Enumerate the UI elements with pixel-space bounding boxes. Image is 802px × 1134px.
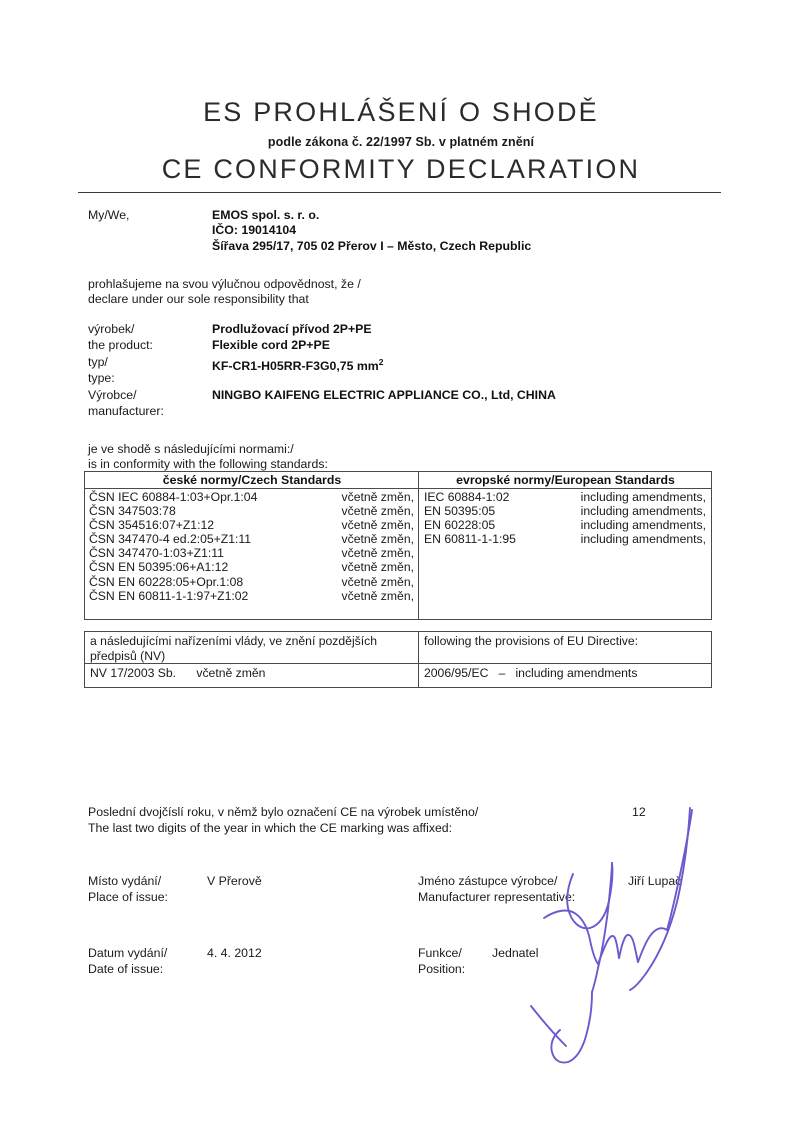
document-header	[0, 98, 802, 184]
standards-column-czech	[85, 490, 418, 603]
standards-table-header-row	[85, 472, 711, 489]
table-row	[419, 504, 712, 518]
standard-note: včetně změn,	[341, 532, 414, 547]
table-row	[85, 560, 418, 574]
standard-note: including amendments,	[580, 490, 706, 504]
directives-table	[84, 631, 712, 688]
standard-note: včetně změn,	[341, 560, 414, 575]
standard-code: IEC 60884-1:02	[424, 490, 510, 504]
place-of-issue-label-czech: Místo vydání/	[88, 874, 162, 888]
directives-table-column-divider	[418, 632, 419, 687]
page-title-english: CE CONFORMITY DECLARATION	[161, 153, 641, 184]
table-row	[85, 546, 418, 560]
standard-note: including amendments,	[580, 518, 706, 533]
standard-code: ČSN EN 60811-1-1:97+Z1:02	[89, 588, 249, 603]
standard-note: včetně změn,	[341, 588, 414, 603]
standard-note: včetně změn,	[341, 574, 414, 589]
declarant-address: Šířava 295/17, 705 02 Přerov I – Město, Czech Republic	[212, 239, 532, 253]
directives-row-czech: NV 17/2003 Sb. včetně změn	[90, 666, 266, 680]
date-of-issue-label-czech: Datum vydání/	[88, 946, 168, 960]
table-row	[85, 589, 418, 603]
standard-code: EN 60228:05	[424, 518, 496, 533]
position-value: Jednatel	[492, 946, 539, 960]
date-of-issue-value: 4. 4. 2012	[207, 946, 262, 960]
manufacturer-label-english: manufacturer:	[88, 404, 164, 418]
table-row	[419, 532, 712, 546]
page-subtitle-law-reference: podle zákona č. 22/1997 Sb. v platném znění	[267, 134, 535, 149]
directives-header-czech-line1: a následujícími nařízeními vlády, ve znění pozdějších	[90, 634, 378, 648]
ce-marking-text-czech: Poslední dvojčíslí roku, v němž bylo označení CE na výrobek umístěno/	[88, 805, 479, 819]
standards-column-european	[419, 490, 712, 546]
type-value-base: KF-CR1-H05RR-F3G0,75 mm	[212, 359, 379, 374]
declaration-text-english: declare under our sole responsibility that	[88, 292, 309, 306]
manufacturer-value: NINGBO KAIFENG ELECTRIC APPLIANCE CO., Ltd, CHINA	[212, 388, 556, 402]
standard-code: ČSN IEC 60884-1:03+Opr.1:04	[89, 490, 258, 504]
table-row	[85, 532, 418, 546]
directives-header-english: following the provisions of EU Directive:	[424, 634, 639, 648]
product-label-czech: výrobek/	[88, 322, 135, 336]
product-label-english: the product:	[88, 338, 153, 352]
type-value	[212, 354, 383, 375]
standards-header-european: evropské normy/European Standards	[456, 473, 675, 487]
representative-name-value: Jiří Lupač	[628, 874, 682, 888]
place-of-issue-label-english: Place of issue:	[88, 890, 168, 904]
handwritten-signature	[516, 806, 728, 1068]
conformity-intro-czech: je ve shodě s následujícími normami:/	[88, 442, 294, 456]
standard-note: including amendments,	[580, 504, 706, 519]
directives-row-english: 2006/95/EC – including amendments	[424, 666, 638, 680]
ce-marking-text-english: The last two digits of the year in which the CE marking was affixed:	[88, 821, 453, 835]
table-row	[85, 504, 418, 518]
type-label-czech: typ/	[88, 355, 108, 369]
standard-code: ČSN 347470-4 ed.2:05+Z1:11	[89, 532, 252, 547]
representative-label-czech: Jméno zástupce výrobce/	[418, 874, 558, 888]
standard-code: ČSN EN 50395:06+A1:12	[89, 560, 229, 575]
standard-note: including amendments,	[580, 532, 706, 547]
date-of-issue-label-english: Date of issue:	[88, 962, 164, 976]
product-value-english: Flexible cord 2P+PE	[212, 338, 330, 352]
page-title-czech: ES PROHLÁŠENÍ O SHODĚ	[203, 97, 599, 127]
table-row	[419, 490, 712, 504]
representative-label-english: Manufacturer representative:	[418, 890, 576, 904]
type-value-superscript: 2	[378, 357, 384, 367]
ce-marking-year-value: 12	[632, 805, 646, 819]
standard-note: včetně změn,	[341, 504, 414, 519]
standard-code: ČSN 347503:78	[89, 504, 176, 519]
standards-table	[84, 471, 712, 620]
standard-note: včetně změn,	[341, 490, 414, 504]
product-value-czech: Prodlužovací přívod 2P+PE	[212, 322, 372, 336]
standard-code: ČSN 347470-1:03+Z1:11	[89, 546, 224, 561]
table-row	[85, 518, 418, 532]
standard-code: EN 60811-1-1:95	[424, 532, 516, 547]
standard-note: včetně změn,	[341, 546, 414, 561]
standard-code: ČSN 354516:07+Z1:12	[89, 518, 215, 533]
declarant-company-name: EMOS spol. s. r. o.	[212, 208, 320, 222]
table-row	[419, 518, 712, 532]
declarant-ico: IČO: 19014104	[212, 223, 297, 237]
declarant-label: My/We,	[88, 208, 130, 222]
table-row	[85, 490, 418, 504]
header-divider-rule	[78, 192, 721, 193]
directives-header-czech-line2: předpisů (NV)	[90, 649, 166, 664]
place-of-issue-value: V Přerově	[207, 874, 262, 888]
type-label-english: type:	[88, 371, 115, 385]
standard-note: včetně změn,	[341, 518, 414, 533]
standards-header-czech: české normy/Czech Standards	[162, 473, 342, 487]
conformity-intro-english: is in conformity with the following standards:	[88, 457, 328, 471]
position-label-english: Position:	[418, 962, 466, 976]
directives-header-czech	[90, 634, 412, 665]
position-label-czech: Funkce/	[418, 946, 462, 960]
manufacturer-label-czech: Výrobce/	[88, 388, 137, 402]
standard-code: ČSN EN 60228:05+Opr.1:08	[89, 574, 244, 589]
declaration-text-czech: prohlašujeme na svou výlučnou odpovědnost, že /	[88, 277, 361, 291]
table-row	[85, 575, 418, 589]
standard-code: EN 50395:05	[424, 504, 496, 519]
